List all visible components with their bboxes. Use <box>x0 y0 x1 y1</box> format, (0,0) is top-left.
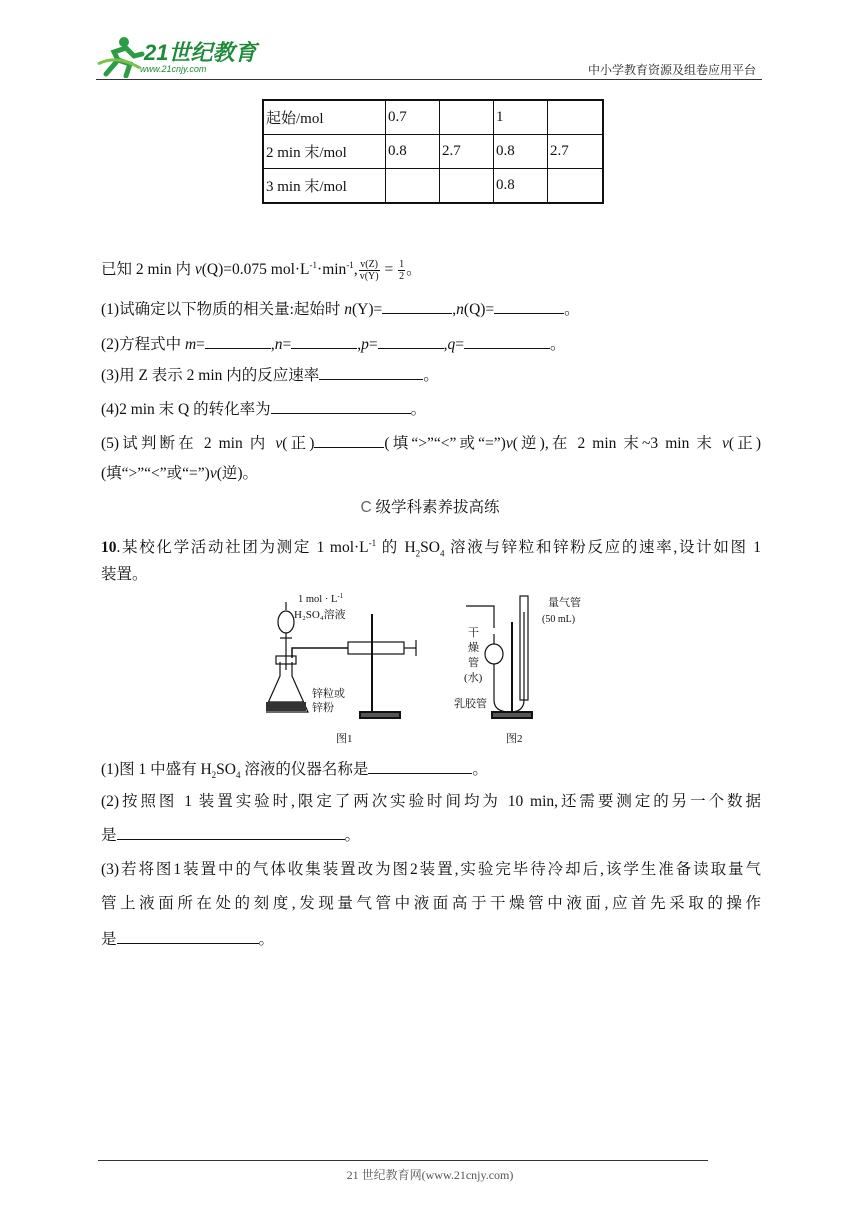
answer-blank[interactable] <box>314 432 384 448</box>
fig2-rubber-tube-label: 乳胶管 <box>454 698 487 710</box>
iron-stand-icon <box>360 614 400 718</box>
table-cell <box>548 100 604 135</box>
question-3: (3)用 Z 表示 2 min 内的反应速率 。 <box>101 364 439 386</box>
sub-question-2-line-1: (2)按照图 1 装置实验时,限定了两次实验时间均为 10 min,还需要测定的另一个数据 <box>101 793 761 810</box>
question-4: (4)2 min 末 Q 的转化率为 。 <box>101 398 426 420</box>
fig2-volume-label: (50 mL) <box>542 614 576 625</box>
logo-url: www.21cnjy.com <box>140 64 207 74</box>
table-row <box>263 135 603 169</box>
fig2-dry-label-2: 燥 <box>468 642 479 654</box>
table-row <box>263 100 603 135</box>
question-2: (2)方程式中 m= ,n= ,p= ,q= 。 <box>101 333 566 355</box>
table-cell <box>386 169 440 204</box>
sub-question-2-line-2: 是 。 <box>101 824 360 846</box>
table-cell: 2.7 <box>548 135 604 169</box>
zinc-particles <box>266 702 306 711</box>
answer-blank[interactable] <box>464 333 550 349</box>
logo-text: 21世纪教育 <box>144 40 257 65</box>
fig2-burette-label: 量气管 <box>548 597 581 609</box>
table-cell: 0.8 <box>494 135 548 169</box>
answer-blank[interactable] <box>291 333 357 349</box>
sub-question-1: (1)图 1 中盛有 $H_2SO_4$ 溶液的仪器名称是 。 <box>101 758 488 785</box>
fig1-solution-label: H₂SO₄溶液 <box>294 609 346 621</box>
header-divider <box>96 79 762 80</box>
table-row <box>263 169 603 204</box>
fig1-concentration-label: 1 mol · $L^{-1}$ <box>298 592 344 605</box>
table-cell <box>440 169 494 204</box>
sub-question-3-line-2: 管上液面所在处的刻度,发现量气管中液面高于干燥管中液面,应首先采取的操作 <box>101 895 761 912</box>
fig1-zinc-label: 锌粒或 <box>312 688 345 700</box>
answer-blank[interactable] <box>368 758 472 774</box>
footer-divider <box>98 1160 708 1161</box>
table-cell: 0.7 <box>386 100 440 135</box>
half-fraction: $\frac{1}{2}$ <box>399 259 405 283</box>
question-10-line-1: 10.某校化学活动社团为测定 1 $mol\cdot L^{-1}$ 的 $H_2SO_4$ 溶液与锌粒和锌粉反应的速率,设计如图 1 <box>101 538 761 559</box>
question-10-line-2: 装置。 <box>101 566 148 583</box>
answer-blank[interactable] <box>382 298 452 314</box>
answer-blank[interactable] <box>205 333 271 349</box>
answer-blank[interactable] <box>271 398 411 414</box>
syringe-icon <box>348 640 416 656</box>
stand-2-icon <box>492 622 532 718</box>
sub-question-3-line-3: 是 。 <box>101 928 274 950</box>
footer-text: 21 世纪教育网(www.21cnjy.com) <box>346 1168 514 1182</box>
question-5-line-2: (填“>”“<”或“=”)v(逆)。 <box>101 465 259 482</box>
platform-name: 中小学教育资源及组卷应用平台 <box>587 63 756 77</box>
table-cell: 起始/mol <box>263 100 386 135</box>
table-cell <box>548 169 604 204</box>
table-cell: 2 min 末/mol <box>263 135 386 169</box>
fig2-water-label: (水) <box>464 672 483 684</box>
fig2-dry-label-3: 管 <box>468 657 479 669</box>
rate-ratio-fraction: $\frac{v(Z)}{v(Y)}$ <box>359 259 379 283</box>
answer-blank[interactable] <box>378 333 444 349</box>
answer-blank[interactable] <box>494 298 564 314</box>
fig1-zinc-label-2: 锌粉 <box>312 702 334 714</box>
separatory-funnel-icon <box>278 602 294 670</box>
table-cell: 0.8 <box>494 169 548 204</box>
known-condition: 已知 2 min 内 v(Q)=0.075 $mol\cdot L^{-1}\cdot\min^{-1}$, $\frac{v(Z)}{v(Y)}$ = $\frac{1}{2}$ 。 <box>101 259 422 283</box>
sub-question-3-line-1: (3)若将图1装置中的气体收集装置改为图2装置,实验完毕待冷却后,该学生准备读取量气 <box>101 861 761 878</box>
apparatus-figure <box>266 592 596 752</box>
table-cell: 3 min 末/mol <box>263 169 386 204</box>
answer-blank[interactable] <box>117 824 345 840</box>
answer-blank[interactable] <box>319 364 423 380</box>
fig1-caption: 图1 <box>336 733 353 745</box>
question-1: (1)试确定以下物质的相关量:起始时 n(Y)= ,n(Q)= 。 <box>101 298 580 320</box>
fig2-caption: 图2 <box>506 733 523 745</box>
table-cell <box>440 100 494 135</box>
answer-blank[interactable] <box>117 928 259 944</box>
section-heading: C 级学科素养拔高练 <box>360 499 500 516</box>
table-cell: 2.7 <box>440 135 494 169</box>
table-cell: 1 <box>494 100 548 135</box>
question-5-line-1: (5)试判断在 2 min 内 v(正) (填“>”“<”或“=”)v(逆),在 2 min 末~3 min 末 v(正) <box>101 432 761 454</box>
data-table <box>262 99 604 204</box>
fig2-dry-label-1: 干 <box>468 627 479 639</box>
table-cell: 0.8 <box>386 135 440 169</box>
